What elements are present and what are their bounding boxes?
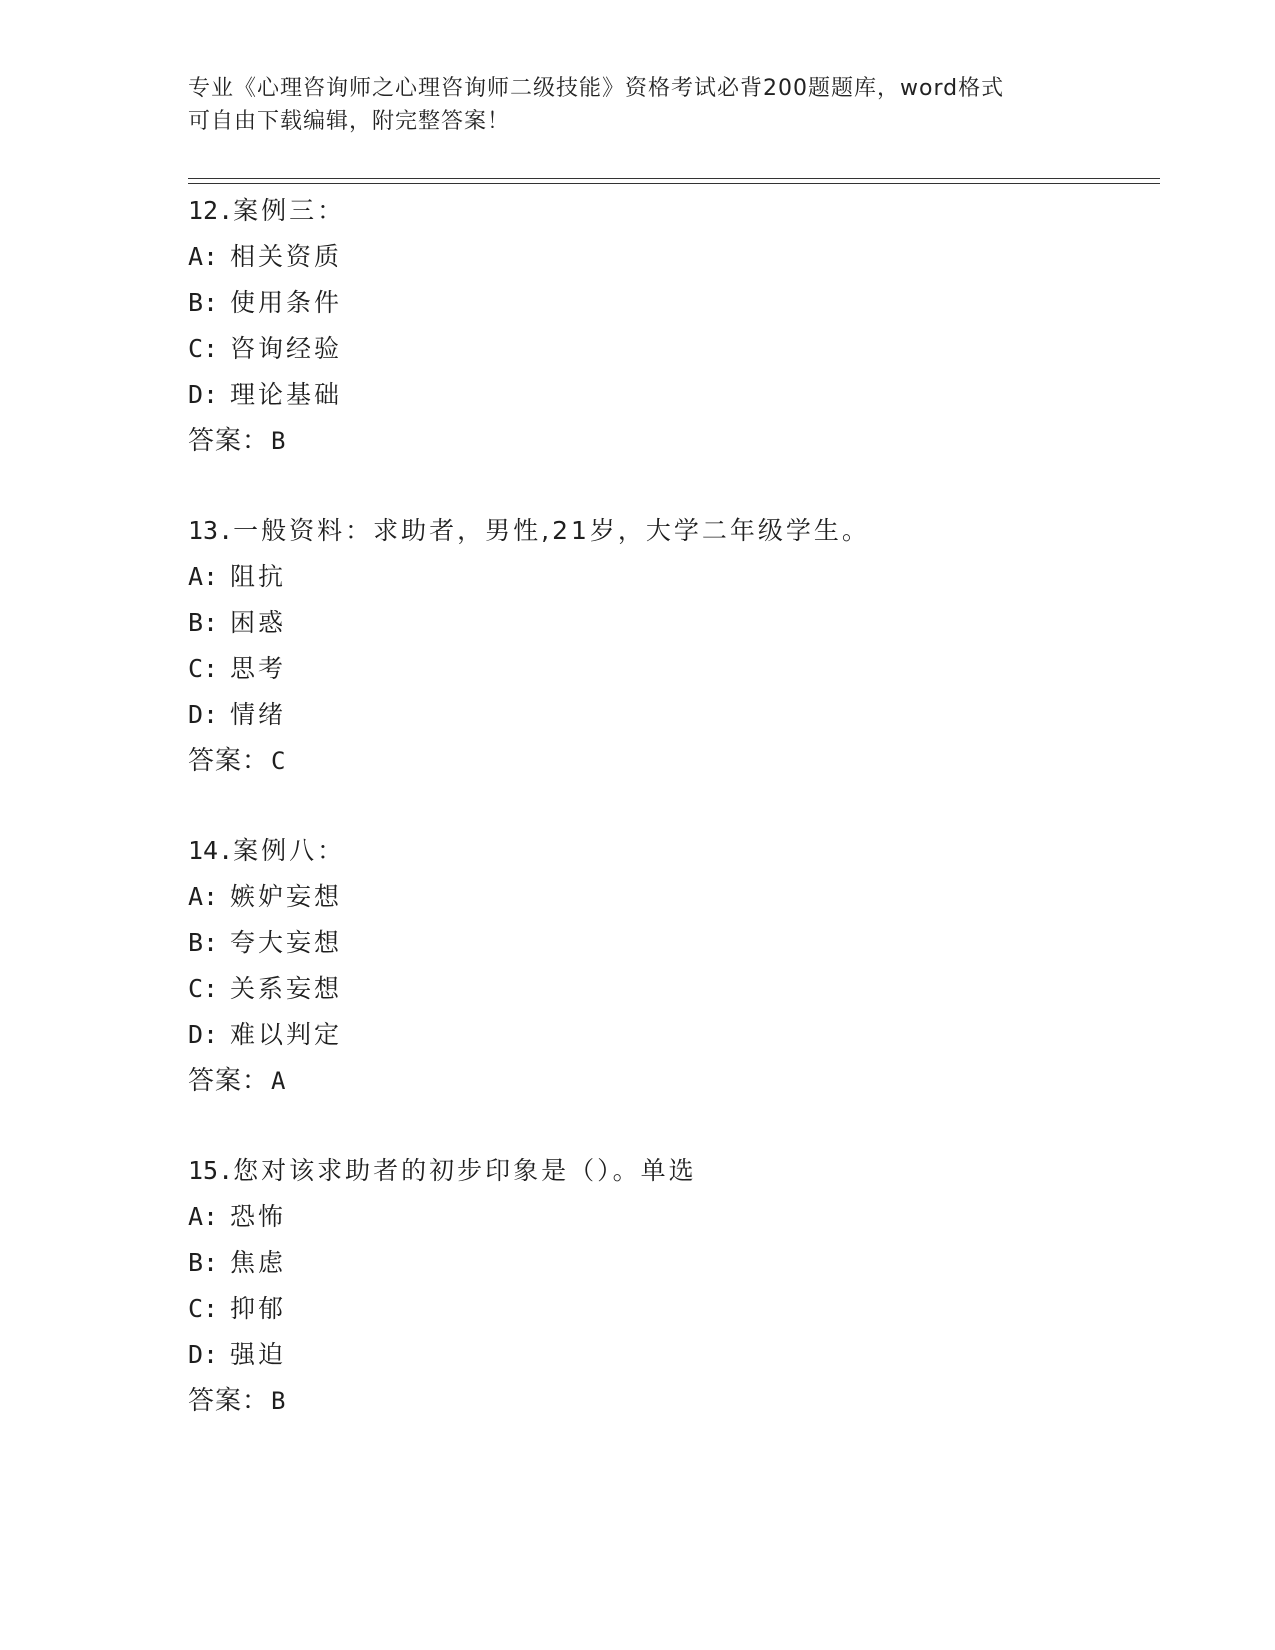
answer-value: B [271, 427, 287, 455]
option-letter: A: [188, 882, 219, 911]
answer-label: 答案： [188, 746, 270, 776]
option-text: 难以判定 [230, 1020, 343, 1049]
option-text: 困惑 [230, 608, 287, 637]
answer-value: B [271, 1387, 287, 1415]
option-letter: C: [188, 1294, 219, 1323]
option-a [188, 874, 1148, 920]
option-text: 情绪 [230, 700, 287, 729]
option-text: 咨询经验 [230, 334, 343, 363]
option-b [188, 280, 1148, 326]
answer-label: 答案： [188, 1066, 270, 1096]
option-b [188, 920, 1148, 966]
option-b [188, 1240, 1148, 1286]
option-c [188, 1286, 1148, 1332]
option-letter: A: [188, 562, 219, 591]
question-title [188, 508, 1148, 554]
option-text: 夸大妄想 [230, 928, 343, 957]
answer-line [188, 738, 1148, 784]
option-text: 相关资质 [230, 242, 343, 271]
question-block [188, 188, 1148, 464]
option-letter: D: [188, 1340, 219, 1369]
option-a [188, 234, 1148, 280]
question-title [188, 188, 1148, 234]
option-c [188, 966, 1148, 1012]
question-block [188, 828, 1148, 1104]
question-title [188, 1148, 1148, 1194]
answer-line [188, 1058, 1148, 1104]
option-letter: D: [188, 700, 219, 729]
document-header [188, 72, 1088, 138]
answer-label: 答案： [188, 1386, 270, 1416]
option-letter: C: [188, 654, 219, 683]
question-block [188, 1148, 1148, 1424]
question-text: 您对该求助者的初步印象是（）。单选 [233, 1156, 697, 1185]
option-letter: B: [188, 928, 219, 957]
question-text: 案例三： [233, 196, 346, 225]
question-text: 一般资料：求助者，男性,21岁，大学二年级学生。 [233, 516, 870, 545]
question-text: 案例八： [233, 836, 346, 865]
header-line-2: 可自由下载编辑，附完整答案！ [188, 109, 511, 134]
option-text: 思考 [230, 654, 287, 683]
answer-label: 答案： [188, 426, 270, 456]
option-d [188, 1332, 1148, 1378]
option-text: 焦虑 [230, 1248, 287, 1277]
option-letter: B: [188, 608, 219, 637]
question-number: 12. [188, 196, 234, 225]
option-letter: D: [188, 380, 219, 409]
question-title [188, 828, 1148, 874]
question-number: 14. [188, 836, 234, 865]
option-d [188, 1012, 1148, 1058]
option-a [188, 554, 1148, 600]
option-text: 理论基础 [230, 380, 343, 409]
option-letter: A: [188, 1202, 219, 1231]
option-letter: B: [188, 1248, 219, 1277]
option-letter: C: [188, 974, 219, 1003]
option-d [188, 372, 1148, 418]
option-text: 抑郁 [230, 1294, 287, 1323]
option-letter: C: [188, 334, 219, 363]
answer-line [188, 418, 1148, 464]
option-a [188, 1194, 1148, 1240]
answer-value: A [271, 1067, 287, 1095]
option-c [188, 326, 1148, 372]
option-d [188, 692, 1148, 738]
answer-value: C [271, 747, 287, 775]
option-text: 强迫 [230, 1340, 287, 1369]
question-block [188, 508, 1148, 784]
header-divider-bottom [188, 183, 1160, 184]
question-number: 15. [188, 1156, 234, 1185]
option-c [188, 646, 1148, 692]
option-text: 阻抗 [230, 562, 287, 591]
option-text: 嫉妒妄想 [230, 882, 343, 911]
header-line-1: 专业《心理咨询师之心理咨询师二级技能》资格考试必背200题题库，word格式 [188, 76, 1005, 101]
option-text: 关系妄想 [230, 974, 343, 1003]
option-letter: B: [188, 288, 219, 317]
header-divider-top [188, 178, 1160, 179]
option-letter: D: [188, 1020, 219, 1049]
answer-line [188, 1378, 1148, 1424]
option-text: 使用条件 [230, 288, 343, 317]
option-b [188, 600, 1148, 646]
option-letter: A: [188, 242, 219, 271]
option-text: 恐怖 [230, 1202, 287, 1231]
question-number: 13. [188, 516, 234, 545]
